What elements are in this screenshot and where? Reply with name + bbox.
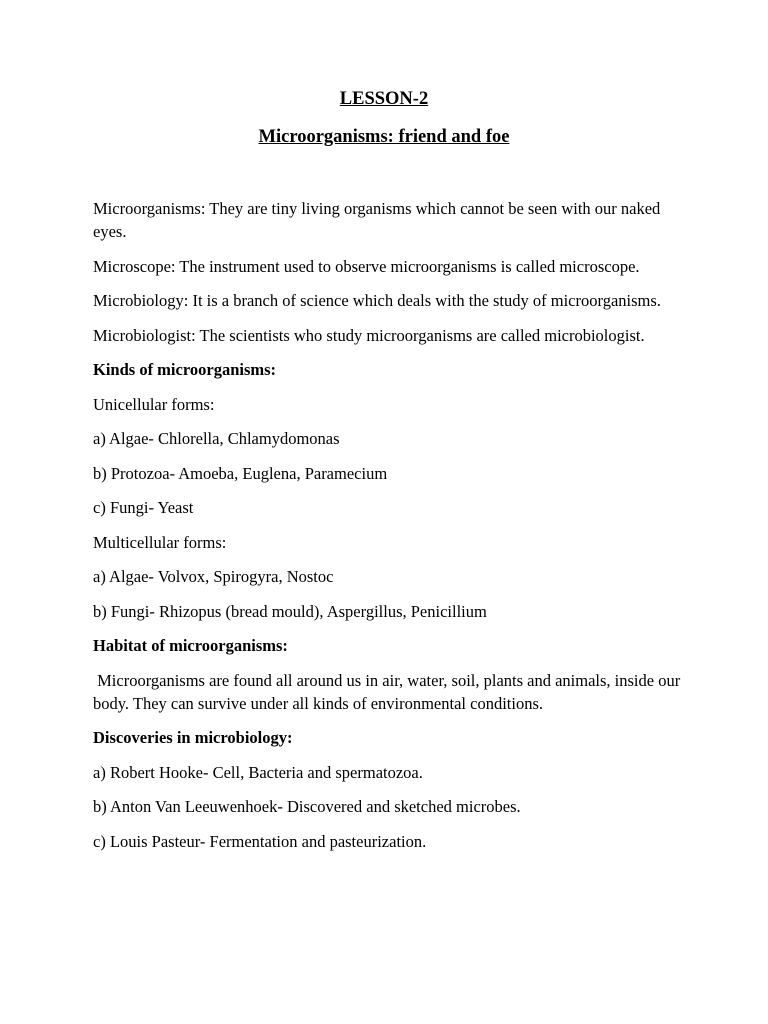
habitat-paragraph: Microorganisms are found all around us in air, water, soil, plants and animals, inside our body. They can survive under all kinds of environmental conditions. bbox=[93, 670, 685, 713]
list-item: b) Fungi- Rhizopus (bread mould), Aspergillus, Penicillium bbox=[93, 601, 487, 621]
section-heading-habitat: Habitat of microorganisms: bbox=[93, 636, 288, 655]
list-item: c) Louis Pasteur- Fermentation and pasteurization. bbox=[93, 831, 427, 851]
list-item: b) Anton Van Leeuwenhoek- Discovered and sketched microbes. bbox=[93, 797, 521, 816]
multicellular-label: Multicellular forms: bbox=[93, 532, 227, 552]
section-heading-kinds: Kinds of microorganisms: bbox=[93, 360, 277, 379]
section-heading-discoveries: Discoveries in microbiology: bbox=[93, 728, 293, 747]
definition-microbiologist: Microbiologist: The scientists who study microorganisms are called microbiologist. bbox=[93, 325, 645, 345]
lesson-number: LESSON-2 bbox=[339, 89, 429, 109]
list-item: a) Robert Hooke- Cell, Bacteria and spermatozoa. bbox=[93, 762, 423, 782]
document-body bbox=[93, 197, 683, 864]
list-item: c) Fungi- Yeast bbox=[93, 498, 194, 517]
unicellular-label: Unicellular forms: bbox=[93, 394, 215, 414]
definition-microscope: Microscope: The instrument used to observe microorganisms is called microscope. bbox=[93, 256, 640, 276]
definition-microbiology: Microbiology: It is a branch of science which deals with the study of microorganisms. bbox=[93, 291, 661, 310]
list-item: a) Algae- Chlorella, Chlamydomonas bbox=[93, 429, 340, 448]
definition-microorganisms: Microorganisms: They are tiny living organisms which cannot be seen with our naked eyes. bbox=[93, 199, 665, 241]
list-item: a) Algae- Volvox, Spirogyra, Nostoc bbox=[93, 567, 334, 586]
list-item: b) Protozoa- Amoeba, Euglena, Paramecium bbox=[93, 463, 388, 483]
lesson-title: Microorganisms: friend and foe bbox=[258, 127, 510, 147]
